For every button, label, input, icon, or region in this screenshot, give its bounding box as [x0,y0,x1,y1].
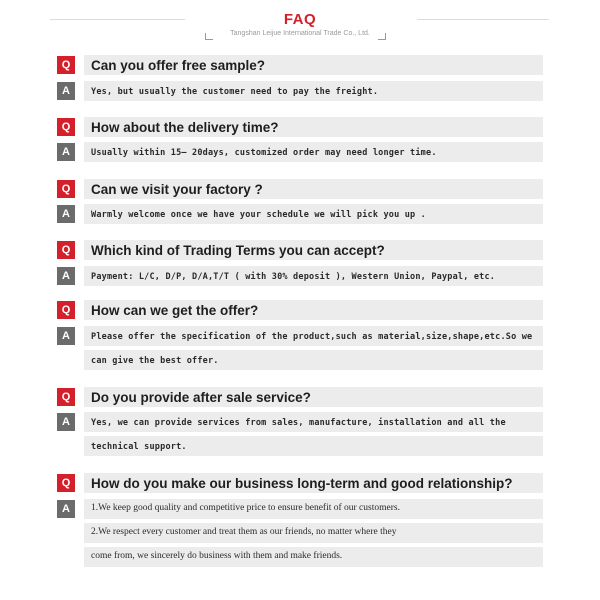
question-text: How about the delivery time? [91,120,279,135]
answer-badge: A [57,267,75,285]
question-text: Can we visit your factory ? [91,182,263,197]
answer-text-line-2: can give the best offer. [91,356,219,366]
question-badge: Q [57,301,75,319]
answer-text-line-3: come from, we sincerely do business with them and make friends. [91,551,343,561]
answer-badge: A [57,413,75,431]
question-badge: Q [57,180,75,198]
question-text: Can you offer free sample? [91,58,266,73]
answer-badge: A [57,327,75,345]
answer-badge: A [57,143,75,161]
answer-text: Warmly welcome once we have your schedule we will pick you up . [91,210,426,220]
question-text: How do you make our business long-term and good relationship? [91,476,513,491]
subtitle-bracket-right [378,33,386,40]
question-text: How can we get the offer? [91,303,259,318]
answer-text: Payment: L/C, D/P, D/A,T/T ( with 30% deposit ), Western Union, Paypal, etc. [91,272,496,282]
answer-badge: A [57,205,75,223]
answer-text-line-1: Please offer the specification of the product,such as material,size,shape,etc.So we [91,332,533,342]
answer-text: Usually within 15– 20days, customized order may need longer time. [91,148,437,158]
faq-header [0,0,600,48]
answer-badge: A [57,82,75,100]
question-text: Which kind of Trading Terms you can accept? [91,243,385,258]
answer-text-line-2: 2.We respect every customer and treat them as our friends, no matter where they [91,527,397,537]
answer-badge: A [57,500,75,518]
question-badge: Q [57,388,75,406]
question-badge: Q [57,474,75,492]
question-badge: Q [57,118,75,136]
answer-text: Yes, but usually the customer need to pay the freight. [91,87,379,97]
company-name: Tangshan Leijue International Trade Co., Ltd. [230,30,370,37]
page-title: FAQ [283,11,317,28]
answer-text-line-1: Yes, we can provide services from sales, manufacture, installation and all the [91,418,506,428]
question-badge: Q [57,241,75,259]
answer-text-line-2: technical support. [91,442,187,452]
question-badge: Q [57,56,75,74]
question-text: Do you provide after sale service? [91,390,311,405]
answer-text-line-1: 1.We keep good quality and competitive price to ensure benefit of our customers. [91,503,400,513]
